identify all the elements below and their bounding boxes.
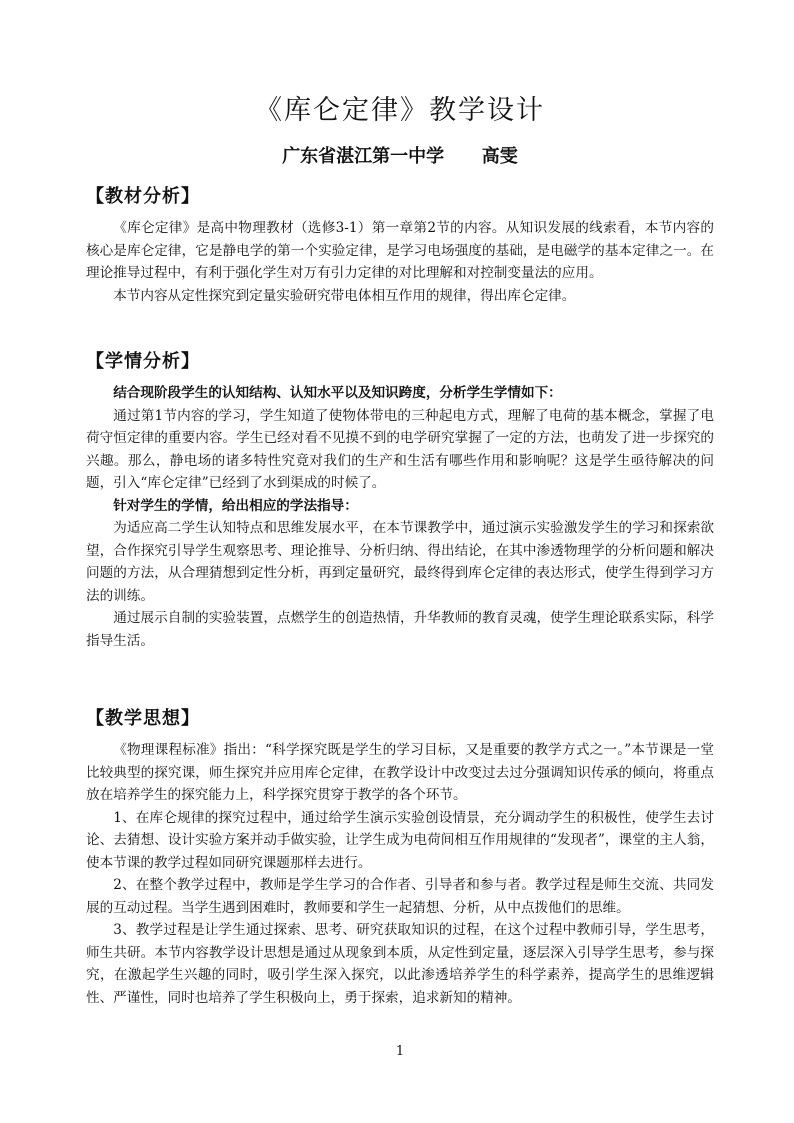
page-number: 1 [395, 1044, 405, 1059]
document-page [86, 0, 714, 1123]
paragraph: 《物理课程标准》指出：“科学探究既是学生的学习目标，又是重要的教学方式之一。”本节课是一堂比较典型的探究课，师生探究并应用库仑定律，在教学设计中改变过去过分强调知识传承的倾向，将重点放在培养学生的探究能力上，科学探究贯穿于教学的各个环节。 [86, 742, 714, 803]
section-heading: 【教材分析】 [86, 186, 200, 207]
author-affiliation: 广东省湛江第一中学 高雯 [282, 146, 518, 167]
section-student-analysis [86, 350, 714, 652]
bold-lead-paragraph: 结合现阶段学生的认知结构、认知水平以及知识跨度，分析学生学情如下： [113, 385, 562, 401]
paragraph: 2、在整个教学过程中，教师是学生学习的合作者、引导者和参与者。教学过程是师生交流、共同发展的互动过程。当学生遇到困难时，教师要和学生一起猜想、分析，从中点拨他们的思维。 [86, 877, 714, 916]
document-title: 《库仑定律》教学设计 [255, 95, 545, 126]
section-heading: 【学情分析】 [86, 351, 200, 372]
paragraph: 通过第1节内容的学习，学生知道了使物体带电的三种起电方式，理解了电荷的基本概念，掌握了电荷守恒定律的重要内容。学生已经对看不见摸不到的电学研究掌握了一定的方法，也萌发了进一步探究的兴趣。那么，静电场的诸多特性究竟对我们的生产和生活有哪些作用和影响呢？这是学生亟待解决的问题，引入“库仑定律”已经到了水到渠成的时候了。 [86, 407, 714, 491]
bold-lead-paragraph: 针对学生的学情，给出相应的学法指导： [113, 497, 358, 514]
section-heading: 【教学思想】 [86, 708, 200, 729]
paragraph: 通过展示自制的实验装置，点燃学生的创造热情，升华教师的教育灵魂，使学生理论联系实际，科学指导生活。 [86, 610, 714, 649]
section-textbook-analysis [86, 185, 714, 307]
paragraph: 为适应高二学生认知特点和思维发展水平，在本节课教学中，通过演示实验激发学生的学习和探索欲望，合作探究引导学生观察思考、理论推导、分析归纳、得出结论，在其中渗透物理学的分析问题和解决问题的方法，从合理猜想到定性分析，再到定量研究，最终得到库仑定律的表达形式，使学生得到学习方法的训练。 [86, 520, 714, 604]
paragraph: 3、教学过程是让学生通过探索、思考、研究获取知识的过程，在这个过程中教师引导，学生思考，师生共研。本节内容教学设计思想是通过从现象到本质，从定性到定量，逐层深入引导学生思考，参与探究，在激起学生兴趣的同时，吸引学生深入探究，以此渗透培养学生的科学素养，提高学生的思维逻辑性、严谨性，同时也培养了学生积极向上，勇于探索，追求新知的精神。 [86, 922, 714, 1006]
paragraph: 1、在库仑规律的探究过程中，通过给学生演示实验创设情景，充分调动学生的积极性，使学生去讨论、去猜想、设计实验方案并动手做实验，让学生成为电荷间相互作用规律的“发现者”，课堂的主人翁，使本节课的教学过程如同研究课题那样去进行。 [86, 809, 714, 871]
paragraph: 《库仑定律》是高中物理教材（选修3-1）第一章第2节的内容。从知识发展的线索看，本节内容的核心是库仑定律，它是静电学的第一个实验定律，是学习电场强度的基础，是电磁学的基本定律之一。在理论推导过程中，有利于强化学生对万有引力定律的对比理解和对控制变量法的应用。 [86, 220, 714, 281]
paragraph: 本节内容从定性探究到定量实验研究带电体相互作用的规律，得出库仑定律。 [113, 287, 576, 304]
section-teaching-philosophy [86, 707, 714, 1009]
